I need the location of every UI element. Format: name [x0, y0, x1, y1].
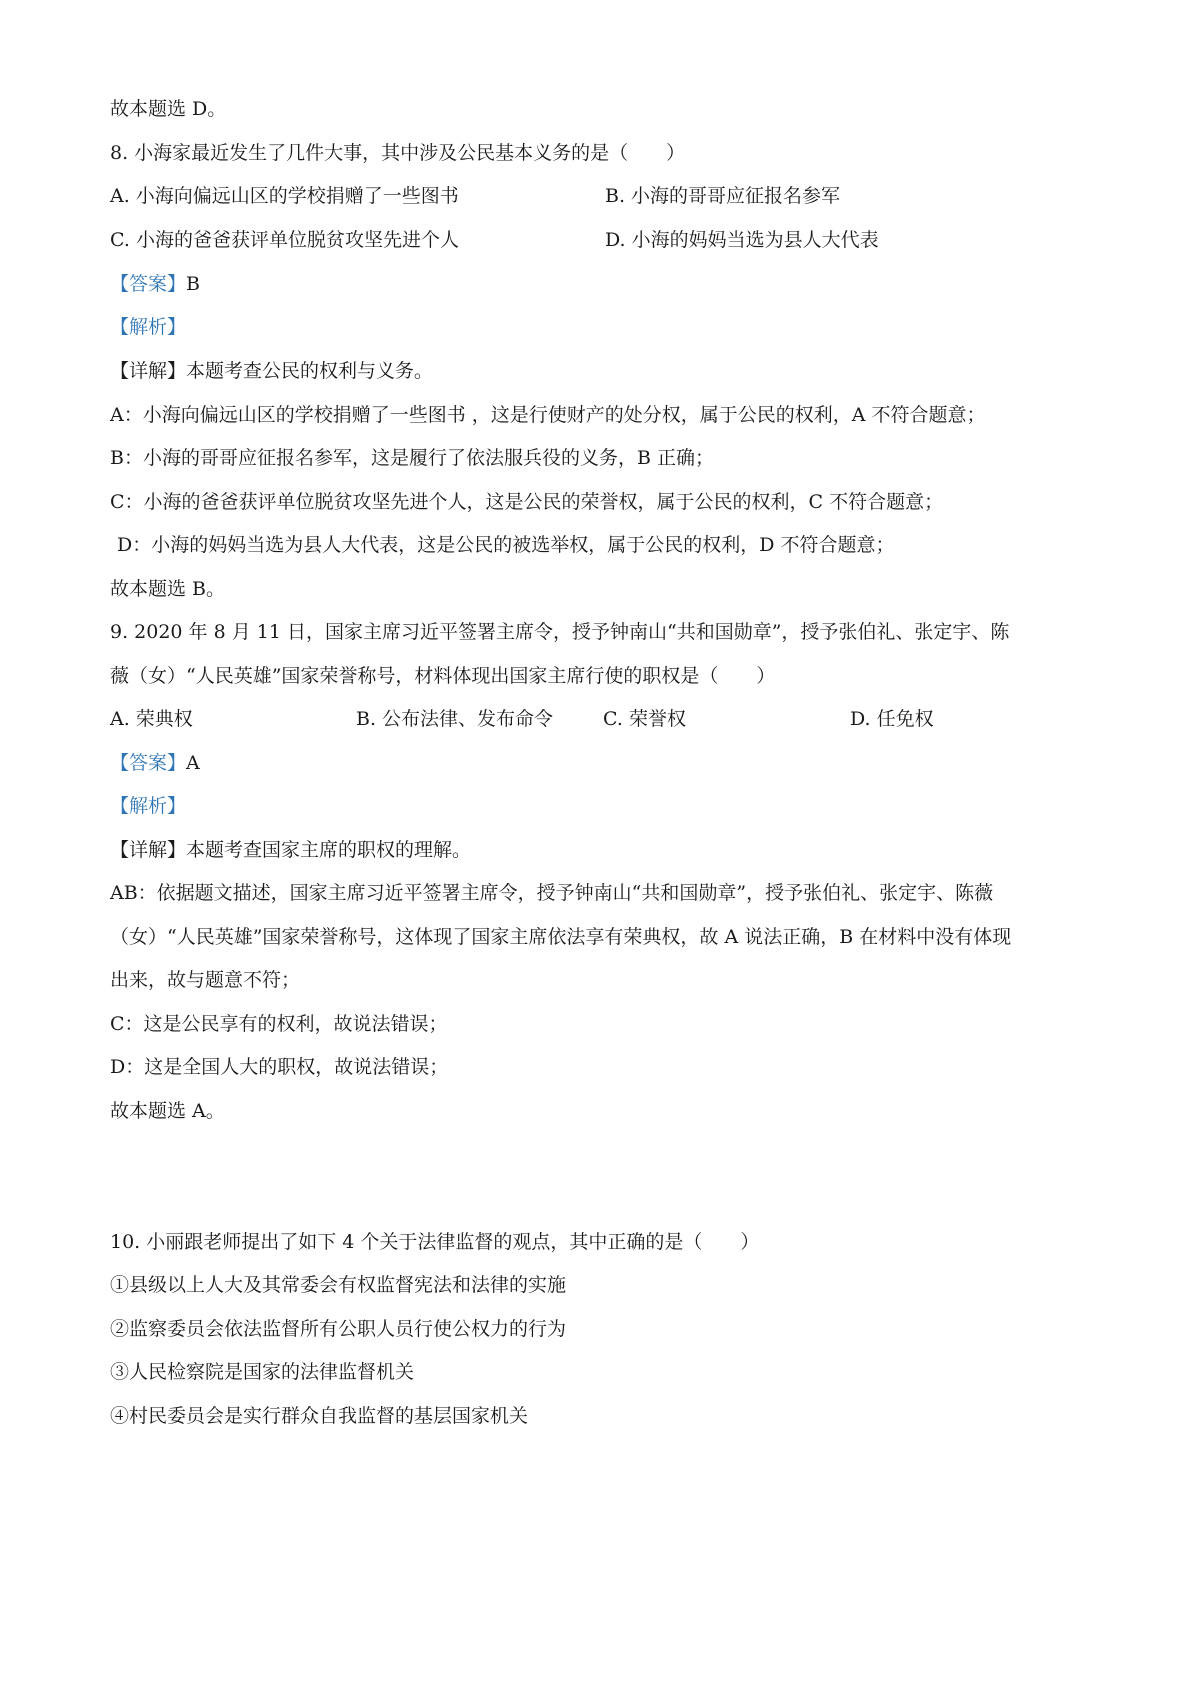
q10-item-2: ②监察委员会依法监督所有公职人员行使公权力的行为	[110, 1318, 567, 1340]
q9-option-a: A. 荣典权	[110, 708, 193, 730]
q8-analysis-c: C：小海的爸爸获评单位脱贫攻坚先进个人，这是公民的荣誉权，属于公民的权利，C 不符合题意；	[110, 491, 944, 513]
previous-conclusion: 故本题选 D。	[110, 98, 227, 120]
q10-item-3: ③人民检察院是国家的法律监督机关	[110, 1361, 415, 1383]
q9-option-c: C. 荣誉权	[603, 708, 686, 730]
q10-item-4: ④村民委员会是实行群众自我监督的基层国家机关	[110, 1405, 529, 1427]
q8-answer	[110, 271, 200, 297]
q9-analysis-ab-line-2: （女）“人民英雄”国家荣誉称号，这体现了国家主席依法享有荣典权，故 A 说法正确，B 在材料中没有体现	[110, 926, 1012, 948]
q9-analysis-ab-line-1: AB：依据题文描述，国家主席习近平签署主席令，授予钟南山“共和国勋章”，授予张伯礼、张定宇、陈薇	[110, 882, 994, 904]
q8-detail-text: 本题考查公民的权利与义务。	[186, 360, 434, 382]
q9-option-d: D. 任免权	[850, 708, 934, 730]
q8-option-a: A. 小海向偏远山区的学校捐赠了一些图书	[110, 185, 459, 207]
q10-item-1: ①县级以上人大及其常委会有权监督宪法和法律的实施	[110, 1274, 567, 1296]
q8-analysis-a: A：小海向偏远山区的学校捐赠了一些图书 ，这是行使财产的处分权，属于公民的权利，A 不符合题意；	[110, 404, 986, 426]
q9-answer-value: A	[186, 752, 200, 774]
q8-analysis-b: B：小海的哥哥应征报名参军，这是履行了依法服兵役的义务，B 正确；	[110, 447, 714, 469]
q8-stem: 8. 小海家最近发生了几件大事，其中涉及公民基本义务的是（ ）	[110, 142, 686, 164]
q9-analysis-tag: 【解析】	[110, 795, 187, 817]
q8-answer-value: B	[186, 273, 200, 295]
q8-detail	[110, 358, 433, 384]
q9-conclusion: 故本题选 A。	[110, 1100, 225, 1122]
q9-detail-tag: 【详解】	[110, 839, 187, 861]
q9-detail	[110, 837, 471, 863]
q9-answer-tag: 【答案】	[110, 752, 187, 774]
q9-analysis-d: D：这是全国人大的职权，故说法错误；	[110, 1056, 449, 1078]
q9-stem-line-2: 薇（女）“人民英雄”国家荣誉称号，材料体现出国家主席行使的职权是（ ）	[110, 665, 776, 687]
q8-detail-tag: 【详解】	[110, 360, 187, 382]
q9-analysis-ab-line-3: 出来，故与题意不符；	[110, 969, 301, 991]
q8-option-d: D. 小海的妈妈当选为县人大代表	[605, 229, 879, 251]
q9-answer	[110, 750, 200, 776]
q8-conclusion: 故本题选 B。	[110, 578, 226, 600]
q9-option-b: B. 公布法律、发布命令	[356, 708, 554, 730]
q8-analysis-tag: 【解析】	[110, 316, 187, 338]
q9-detail-text: 本题考查国家主席的职权的理解。	[186, 839, 472, 861]
q8-option-c: C. 小海的爸爸获评单位脱贫攻坚先进个人	[110, 229, 459, 251]
q10-stem: 10. 小丽跟老师提出了如下 4 个关于法律监督的观点，其中正确的是（ ）	[110, 1231, 760, 1253]
q9-stem-line-1: 9. 2020 年 8 月 11 日，国家主席习近平签署主席令，授予钟南山“共和国勋章”，授予张伯礼、张定宇、陈	[110, 621, 1010, 643]
q8-option-b: B. 小海的哥哥应征报名参军	[605, 185, 841, 207]
q8-answer-tag: 【答案】	[110, 273, 187, 295]
q9-analysis-c: C：这是公民享有的权利，故说法错误；	[110, 1013, 448, 1035]
q8-analysis-d: D：小海的妈妈当选为县人大代表，这是公民的被选举权，属于公民的权利，D 不符合题意；	[117, 534, 895, 556]
